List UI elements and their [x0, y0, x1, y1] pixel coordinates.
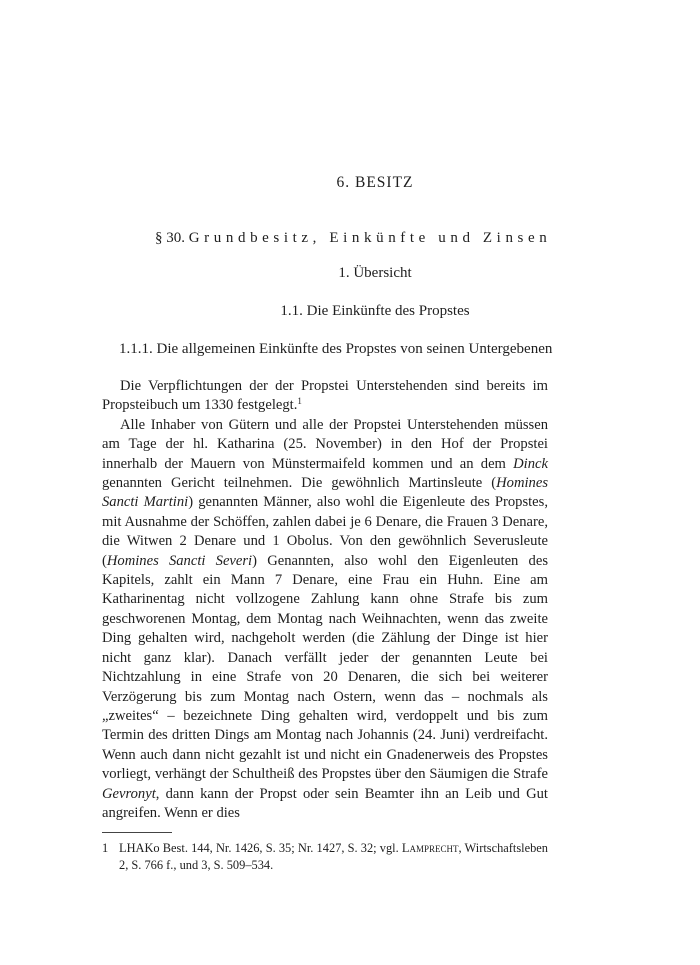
section-number: § 30. [155, 230, 189, 246]
italic-term: Gevronyt [102, 785, 156, 802]
italic-term: Dinck [513, 455, 548, 472]
paragraph-text: genannten Gericht teilnehmen. Die gewöhnlich Martinsleute ( [102, 475, 497, 492]
footnote-reference[interactable]: 1 [297, 396, 302, 407]
section-heading [155, 230, 551, 247]
paragraph [102, 416, 548, 824]
footnote-text-part: LHAKo Best. 144, Nr. 1426, S. 35; Nr. 1427, S. 32; vgl. [119, 841, 402, 855]
footnote-number: 1 [102, 841, 109, 855]
subheading-provost-income: 1.1. Die Einkünfte des Propstes [280, 303, 470, 319]
subheading-overview: 1. Übersicht [338, 265, 412, 281]
paragraph-text: Alle Inhaber von Gütern und alle der Propstei Unterstehenden müssen am Tage der hl. Katharina (25. November) in den Hof der Propstei innerhalb der Mauern von Münstermaifeld kommen und an dem [102, 416, 548, 472]
section-title: Grundbesitz, Einkünfte und Zinsen [188, 230, 552, 246]
subheading-general-income: 1.1.1. Die allgemeinen Einkünfte des Propstes von seinen Untergebenen [119, 341, 553, 357]
italic-term: Homines Sancti Martini [102, 475, 548, 511]
paragraph-text: ) Genannten, also wohl den Eigenleuten des Kapitels, zahlt ein Mann 7 Denare, eine Frau ein Huhn. Eine am Katharinentag nicht vollzogene Zahlung kann ohne Strafe bis zum geschworenen Montag, dem Montag nach Weihnachten, wenn das zweite Ding gehalten wird, nachgeholt werden (die Zählung der Dinge ist hier nicht ganz klar). Danach verfällt jeder der genannten Leute bei Nichtzahlung in eine Strafe von 20 Denaren, die sich bei weiterer Verzögerung bis zum Montag nach Ostern, wenn das – nochmals als „zweites“ – bezeichnete Ding gehalten wird, verdoppelt und bis zum Termin des dritten Dings am Montag nach Johannis (24. Juni) verdreifacht. Wenn auch dann nicht gezahlt ist und nicht ein Gnadenerweis des Propstes vorliegt, verhängt der Schultheiß des Propstes über den Säumigen die Strafe [102, 552, 549, 783]
paragraph-text: ) genannten Männer, also wohl die Eigenleute des Propstes, mit Ausnahme der Schöffen, zahlen dabei je 6 Denare, die Frauen 3 Denare, die Witwen 2 Denare und 1 Obolus. Von den gewöhnlich Severusleute ( [102, 494, 548, 569]
footnote-text-part: , Wirtschaftsleben 2, S. 766 f., und 3, S. 509–534. [119, 841, 549, 872]
paragraph [102, 377, 548, 416]
footnote-text [119, 840, 548, 874]
paragraph-text: Die Verpflichtungen der der Propstei Unterstehenden sind bereits im Propsteibuch um 1330 festgelegt. [102, 378, 548, 414]
chapter-heading: 6. BESITZ [336, 174, 414, 191]
footnote [102, 840, 548, 874]
footnote-divider [102, 832, 172, 833]
body-text [102, 377, 548, 823]
paragraph-text: , dann kann der Propst oder sein Beamter ihn an Leib und Gut angreifen. Wenn er dies [102, 785, 548, 821]
footnote-author: Lamprecht [401, 841, 459, 855]
footnotes [102, 840, 548, 874]
italic-term: Homines Sancti Severi [106, 552, 253, 569]
